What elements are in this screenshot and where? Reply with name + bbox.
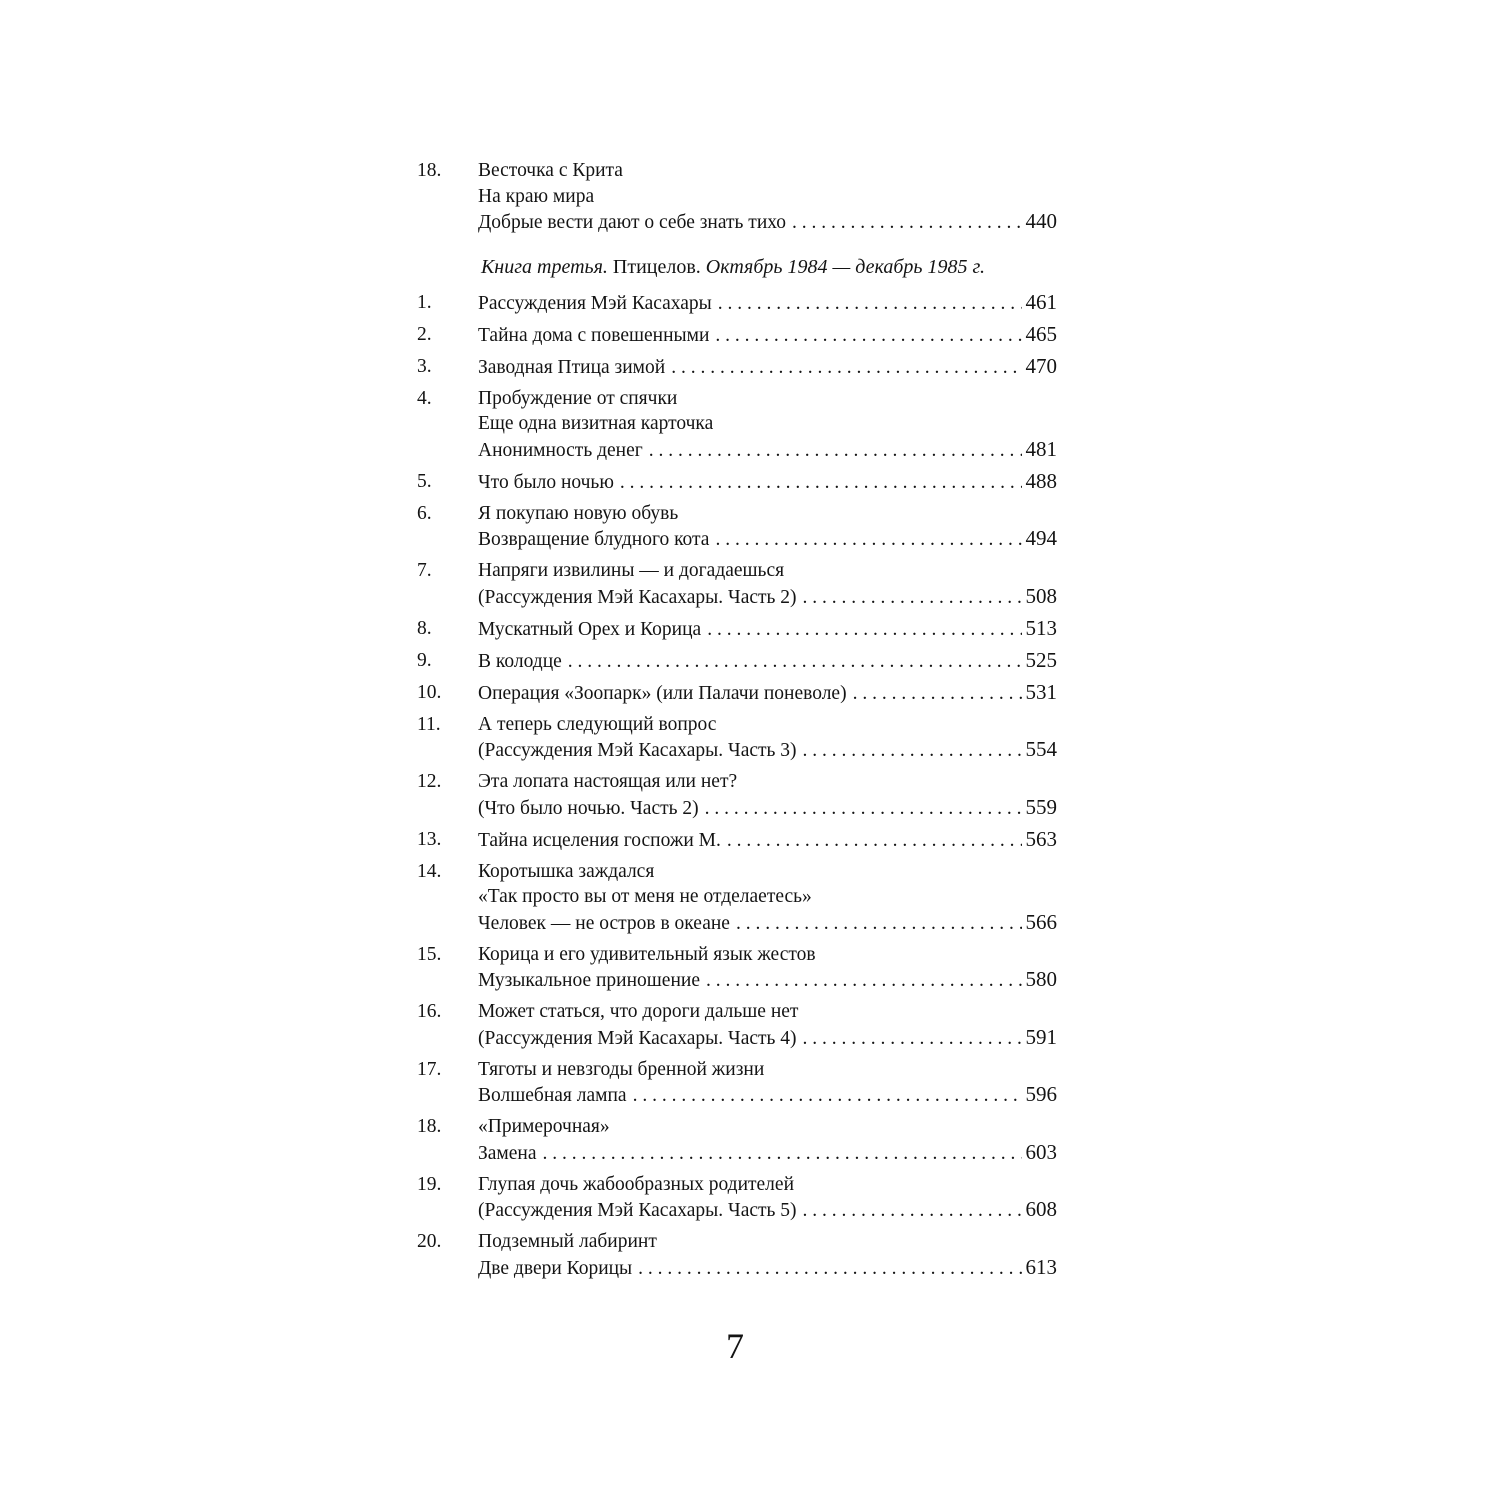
chapter-title-line bbox=[478, 942, 1057, 968]
chapter-title: Человек — не остров в океане bbox=[478, 912, 730, 934]
chapter-title: «Так просто вы от меня не отделаетесь» bbox=[478, 886, 812, 907]
chapter-title-lines bbox=[478, 1172, 1057, 1224]
chapter-title-line bbox=[478, 737, 1057, 764]
chapter-title: Операция «Зоопарк» (или Палачи поневоле) bbox=[478, 682, 847, 704]
chapter-title: В колодце bbox=[478, 650, 562, 672]
toc-entry bbox=[417, 322, 1057, 349]
dot-leader bbox=[715, 323, 1021, 349]
chapter-title-line bbox=[478, 1255, 1057, 1282]
chapter-number: 7. bbox=[417, 560, 432, 581]
dot-leader bbox=[543, 1141, 1022, 1167]
page-reference: 559 bbox=[1025, 794, 1057, 819]
chapter-title-lines bbox=[478, 558, 1057, 610]
chapter-title-line bbox=[478, 526, 1057, 553]
chapter-title-lines bbox=[478, 942, 1057, 994]
chapter-title-line bbox=[478, 616, 1057, 643]
page-reference: 591 bbox=[1025, 1024, 1057, 1049]
chapter-title: Добрые вести дают о себе знать тихо bbox=[478, 212, 787, 233]
chapter-title-lines bbox=[478, 680, 1057, 707]
toc-pre-section-list bbox=[417, 158, 1057, 236]
chapter-title-line bbox=[478, 184, 1057, 210]
chapter-number: 17. bbox=[417, 1058, 442, 1080]
chapter-number: 16. bbox=[417, 1001, 442, 1022]
chapter-title-line bbox=[478, 1172, 1057, 1198]
dot-leader bbox=[853, 681, 1022, 707]
chapter-title: Коротышка заждался bbox=[478, 860, 655, 882]
chapter-title-lines bbox=[478, 999, 1057, 1051]
chapter-title-line bbox=[478, 1229, 1057, 1255]
chapter-title-line bbox=[478, 584, 1057, 611]
chapter-title-line bbox=[478, 1025, 1057, 1052]
chapter-title-line bbox=[478, 967, 1057, 994]
chapter-title: (Рассуждения Мэй Касахары. Часть 2) bbox=[478, 586, 797, 608]
chapter-title: Что было ночью bbox=[478, 471, 614, 493]
dot-leader bbox=[803, 585, 1022, 611]
chapter-number: 15. bbox=[417, 943, 442, 965]
dot-leader bbox=[620, 470, 1022, 496]
chapter-title: Волшебная лампа bbox=[478, 1085, 627, 1106]
chapter-number: 13. bbox=[417, 828, 442, 850]
page-reference: 563 bbox=[1025, 826, 1057, 851]
page-reference: 508 bbox=[1025, 583, 1057, 608]
page-reference: 481 bbox=[1025, 436, 1057, 461]
chapter-title-line bbox=[478, 680, 1057, 707]
chapter-title-line bbox=[478, 827, 1057, 854]
page-reference: 465 bbox=[1025, 321, 1057, 346]
section-heading bbox=[481, 252, 1057, 282]
chapter-number: 5. bbox=[417, 470, 432, 492]
toc-entry bbox=[417, 354, 1057, 381]
chapter-title-lines bbox=[478, 354, 1057, 381]
chapter-title-line bbox=[478, 769, 1057, 795]
dot-leader bbox=[718, 291, 1022, 317]
chapter-title-lines bbox=[478, 648, 1057, 675]
chapter-title: (Рассуждения Мэй Касахары. Часть 3) bbox=[478, 740, 797, 761]
dot-leader bbox=[707, 617, 1021, 643]
dot-leader bbox=[706, 968, 1022, 994]
toc-entry bbox=[417, 1057, 1057, 1109]
chapter-title-lines bbox=[478, 712, 1057, 764]
page-number: 7 bbox=[726, 1326, 744, 1366]
page-reference: 596 bbox=[1025, 1082, 1057, 1106]
chapter-title-line bbox=[478, 501, 1057, 527]
page-reference: 580 bbox=[1025, 967, 1057, 991]
chapter-title-line bbox=[478, 1057, 1057, 1083]
chapter-title: Еще одна визитная карточка bbox=[478, 413, 714, 434]
chapter-title: (Что было ночью. Часть 2) bbox=[478, 797, 699, 819]
page-reference: 531 bbox=[1025, 679, 1057, 704]
chapter-title-line bbox=[478, 290, 1057, 317]
chapter-title: Рассуждения Мэй Касахары bbox=[478, 292, 712, 314]
chapter-title-line bbox=[478, 999, 1057, 1025]
toc-entry bbox=[417, 558, 1057, 610]
chapter-number: 12. bbox=[417, 771, 442, 792]
chapter-title: Тяготы и невзгоды бренной жизни bbox=[478, 1058, 765, 1080]
chapter-title-lines bbox=[478, 1114, 1057, 1166]
chapter-number: 1. bbox=[417, 291, 432, 313]
toc-entry bbox=[417, 1229, 1057, 1281]
chapter-title: Корица и его удивительный язык жестов bbox=[478, 943, 816, 965]
chapter-title-line bbox=[478, 712, 1057, 738]
dot-leader bbox=[705, 796, 1022, 822]
chapter-number: 8. bbox=[417, 617, 432, 639]
chapter-title: Глупая дочь жабообразных родителей bbox=[478, 1173, 794, 1195]
page-reference: 440 bbox=[1025, 209, 1057, 233]
toc-entry bbox=[417, 999, 1057, 1051]
chapter-title: Пробуждение от спячки bbox=[478, 387, 678, 409]
chapter-number: 18. bbox=[417, 1116, 442, 1137]
chapter-title: Анонимность денег bbox=[478, 439, 643, 461]
toc-entry bbox=[417, 386, 1057, 464]
chapter-title: «Примерочная» bbox=[478, 1116, 610, 1137]
chapter-title-lines bbox=[478, 501, 1057, 553]
chapter-title-line bbox=[478, 859, 1057, 885]
chapter-title-line bbox=[478, 469, 1057, 496]
chapter-number: 4. bbox=[417, 387, 432, 409]
dot-leader bbox=[803, 738, 1022, 764]
chapter-number: 14. bbox=[417, 860, 442, 882]
page-reference: 613 bbox=[1025, 1254, 1057, 1279]
dot-leader bbox=[803, 1198, 1022, 1224]
chapter-title-line bbox=[478, 1114, 1057, 1140]
dot-leader bbox=[727, 828, 1022, 854]
dot-leader bbox=[736, 911, 1022, 937]
dot-leader bbox=[633, 1083, 1022, 1109]
section-period: Октябрь 1984 — декабрь 1985 г. bbox=[705, 255, 986, 278]
chapter-title-lines bbox=[478, 1229, 1057, 1281]
chapter-title-line bbox=[478, 558, 1057, 584]
chapter-number: 20. bbox=[417, 1231, 442, 1252]
page-reference: 488 bbox=[1025, 468, 1057, 493]
chapter-title: Может статься, что дороги дальше нет bbox=[478, 1001, 799, 1022]
chapter-number: 18. bbox=[417, 160, 442, 181]
chapter-number: 10. bbox=[417, 681, 442, 703]
chapter-title: А теперь следующий вопрос bbox=[478, 713, 717, 735]
toc-entry bbox=[417, 469, 1057, 496]
chapter-title: Подземный лабиринт bbox=[478, 1231, 657, 1252]
dot-leader bbox=[638, 1256, 1021, 1282]
toc-entry bbox=[417, 712, 1057, 764]
chapter-title-line bbox=[478, 437, 1057, 464]
page-reference: 470 bbox=[1025, 353, 1057, 378]
chapter-title-line bbox=[478, 910, 1057, 937]
chapter-title: На краю мира bbox=[478, 185, 595, 207]
chapter-title-line bbox=[478, 648, 1057, 675]
chapter-title: Заводная Птица зимой bbox=[478, 356, 666, 378]
chapter-number: 11. bbox=[417, 713, 441, 735]
chapter-title: Музыкальное приношение bbox=[478, 970, 700, 991]
chapter-title: Тайна дома с повешенными bbox=[478, 324, 710, 346]
chapter-title-line bbox=[478, 386, 1057, 412]
chapter-title-line bbox=[478, 884, 1057, 910]
chapter-title-line bbox=[478, 158, 1057, 184]
section-book-label: Книга третья. bbox=[481, 255, 608, 278]
chapter-title-lines bbox=[478, 290, 1057, 317]
chapter-title-line bbox=[478, 411, 1057, 437]
chapter-title: Возвращение блудного кота bbox=[478, 529, 710, 550]
toc-entry bbox=[417, 290, 1057, 317]
chapter-title-lines bbox=[478, 1057, 1057, 1109]
toc-entry bbox=[417, 680, 1057, 707]
dot-leader bbox=[649, 438, 1022, 464]
chapter-title-line bbox=[478, 1197, 1057, 1224]
chapter-title-lines bbox=[478, 386, 1057, 464]
chapter-number: 9. bbox=[417, 649, 432, 671]
toc-entry bbox=[417, 942, 1057, 994]
chapter-title: Эта лопата настоящая или нет? bbox=[478, 771, 738, 792]
chapter-title: Мускатный Орех и Корица bbox=[478, 618, 702, 640]
dot-leader bbox=[792, 210, 1021, 236]
page-reference: 525 bbox=[1025, 647, 1057, 672]
dot-leader bbox=[568, 649, 1022, 675]
chapter-title-lines bbox=[478, 827, 1057, 854]
page-reference: 513 bbox=[1025, 615, 1057, 640]
toc-entry-list bbox=[417, 290, 1057, 1282]
page-reference: 461 bbox=[1025, 289, 1057, 314]
chapter-title: Напряги извилины — и догадаешься bbox=[478, 560, 785, 581]
dot-leader bbox=[803, 1026, 1022, 1052]
page-reference: 494 bbox=[1025, 526, 1057, 550]
page-reference: 603 bbox=[1025, 1139, 1057, 1164]
chapter-title-line bbox=[478, 795, 1057, 822]
chapter-title: Весточка с Крита bbox=[478, 160, 623, 181]
chapter-title-line bbox=[478, 1082, 1057, 1109]
toc-entry bbox=[417, 859, 1057, 937]
chapter-title-lines bbox=[478, 616, 1057, 643]
chapter-title: Замена bbox=[478, 1142, 537, 1164]
page-reference: 566 bbox=[1025, 909, 1057, 934]
toc-entry bbox=[417, 648, 1057, 675]
chapter-title-lines bbox=[478, 859, 1057, 937]
chapter-title: Тайна исцеления госпожи М. bbox=[478, 829, 721, 851]
chapter-number: 6. bbox=[417, 502, 432, 524]
toc-entry bbox=[417, 827, 1057, 854]
table-of-contents bbox=[417, 158, 1057, 1287]
chapter-title-line bbox=[478, 1140, 1057, 1167]
page-reference: 554 bbox=[1025, 737, 1057, 761]
chapter-title: Две двери Корицы bbox=[478, 1257, 633, 1279]
toc-entry bbox=[417, 501, 1057, 553]
chapter-number: 19. bbox=[417, 1173, 442, 1195]
chapter-number: 2. bbox=[417, 323, 432, 345]
chapter-title-lines bbox=[478, 322, 1057, 349]
chapter-number: 3. bbox=[417, 355, 432, 377]
toc-entry bbox=[417, 158, 1057, 236]
toc-entry bbox=[417, 1114, 1057, 1166]
chapter-title-lines bbox=[478, 769, 1057, 821]
section-title: Птицелов. bbox=[612, 255, 701, 278]
chapter-title: Я покупаю новую обувь bbox=[478, 502, 679, 524]
toc-entry bbox=[417, 769, 1057, 821]
chapter-title-line bbox=[478, 354, 1057, 381]
chapter-title-lines bbox=[478, 469, 1057, 496]
chapter-title-line bbox=[478, 209, 1057, 236]
toc-entry bbox=[417, 1172, 1057, 1224]
dot-leader bbox=[671, 355, 1021, 381]
page-reference: 608 bbox=[1025, 1197, 1057, 1221]
chapter-title: (Рассуждения Мэй Касахары. Часть 4) bbox=[478, 1027, 797, 1049]
dot-leader bbox=[715, 527, 1021, 553]
chapter-title-line bbox=[478, 322, 1057, 349]
toc-entry bbox=[417, 616, 1057, 643]
chapter-title-lines bbox=[478, 158, 1057, 236]
chapter-title: (Рассуждения Мэй Касахары. Часть 5) bbox=[478, 1200, 797, 1221]
